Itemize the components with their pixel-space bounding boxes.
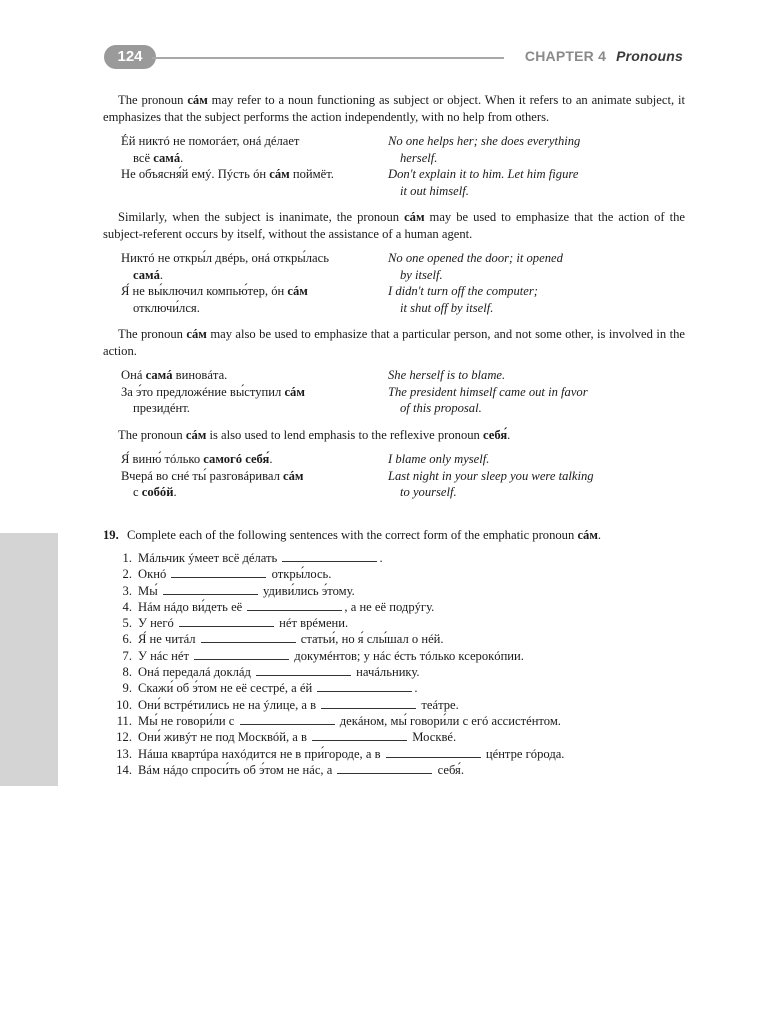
exercise-item: 9. Скажи́ об э́том не её сестрé, а éй .: [122, 681, 418, 696]
exercise-item: 12. Они́ живýт не под Москвóй, а в Москвé.: [116, 730, 457, 745]
page-number-badge: 124: [104, 45, 156, 69]
answer-blank[interactable]: [240, 713, 335, 725]
exercise: [103, 527, 685, 779]
page-content: [103, 92, 685, 778]
example-row: [121, 451, 685, 468]
example-group: [121, 367, 685, 417]
exercise-item: 2. Окнó откры́лось.: [122, 567, 332, 582]
example-group: [121, 451, 685, 501]
exercise-items: [107, 550, 685, 778]
example-row: [121, 166, 685, 199]
exercise-item: 1. Мáльчик ýмеет всё дéлать .: [122, 551, 383, 565]
answer-blank[interactable]: [194, 648, 289, 660]
example-row: [121, 283, 685, 316]
example-russian: Я́ виню́ тóлько самогó себя́.: [121, 452, 273, 466]
example-row: [121, 367, 685, 384]
side-thumb-tab: [0, 533, 58, 786]
exercise-number: 19.: [103, 527, 119, 542]
exercise-item: 11. Мы́ не говори́ли с декáном, мы́ говори́ли с егó ассистéнтом.: [116, 713, 561, 728]
example-russian: Éй никтó не помогáет, онá дéлает всё самá.: [121, 134, 300, 165]
header-rule: [152, 57, 504, 59]
answer-blank[interactable]: [337, 762, 432, 774]
exercise-instruction: Complete each of the following sentences with the correct form of the emphatic pronoun сáм.: [127, 527, 602, 542]
chapter-title: Pronouns: [616, 48, 683, 64]
example-english: Last night in your sleep you were talking to yourself.: [388, 468, 594, 499]
paragraph: The pronoun сáм may also be used to emphasize that a particular person, and not some other, is involved in the action.: [103, 327, 685, 358]
exercise-item: 5. У негó нéт врéмени.: [122, 616, 349, 631]
example-row: [121, 468, 685, 501]
example-row: [121, 384, 685, 417]
exercise-item: 10. Они́ встрéтились не на ýлице, а в теáтре.: [116, 697, 459, 712]
example-english: Don't explain it to him. Let him figure it out himself.: [388, 167, 579, 198]
example-english: I didn't turn off the computer; it shut off by itself.: [388, 284, 538, 315]
answer-blank[interactable]: [163, 583, 258, 595]
example-row: [121, 133, 685, 166]
example-english: She herself is to blame.: [388, 368, 506, 382]
answer-blank[interactable]: [386, 746, 481, 758]
answer-blank[interactable]: [282, 550, 377, 562]
example-group: [121, 133, 685, 199]
example-group: [121, 250, 685, 316]
exercise-item: 4. Нáм нáдо ви́деть её , а не её подрýгу.: [122, 599, 435, 614]
paragraph: The pronoun сáм is also used to lend emphasis to the reflexive pronoun себя́.: [118, 427, 511, 442]
paragraph: The pronoun сáм may refer to a noun functioning as subject or object. When it refers to an animate subject, it emphasizes that the subject performs the action independently, with no help from others.: [103, 93, 686, 124]
example-russian: Онá самá виновáта.: [121, 368, 228, 382]
answer-blank[interactable]: [247, 599, 342, 611]
exercise-item: 3. Мы́ удиви́лись э́тому.: [122, 583, 355, 598]
answer-blank[interactable]: [321, 697, 416, 709]
example-english: No one helps her; she does everything herself.: [388, 134, 581, 165]
paragraph: Similarly, when the subject is inanimate, the pronoun сáм may be used to emphasize that the action of the subject-referent occurs by itself, without the assistance of a human agent.: [103, 210, 686, 241]
example-english: No one opened the door; it opened by itself.: [388, 251, 563, 282]
exercise-heading: [103, 527, 685, 544]
running-head: [525, 48, 683, 64]
answer-blank[interactable]: [312, 729, 407, 741]
chapter-label: CHAPTER 4: [524, 48, 607, 64]
example-english: I blame only myself.: [388, 452, 490, 466]
example-english: The president himself came out in favor of this proposal.: [388, 384, 588, 415]
answer-blank[interactable]: [171, 566, 266, 578]
answer-blank[interactable]: [179, 615, 274, 627]
exercise-item: 6. Я́ не читáл статьи́, но я́ слы́шал о нéй.: [122, 632, 444, 647]
exercise-item: 7. У нáс нéт докумéнтов; у нáс éсть тóлько ксерокóпии.: [122, 648, 524, 663]
example-russian: Никтó не откры́л двéрь, онá откры́лась самá.: [121, 251, 329, 282]
example-russian: Вчерá во снé ты́ разговáривал сáм с собóй.: [121, 468, 304, 499]
exercise-item: 8. Онá передалá доклáд начáльнику.: [122, 665, 420, 680]
answer-blank[interactable]: [256, 664, 351, 676]
example-russian: За э́то предложéние вы́ступил сáм президéнт.: [121, 384, 305, 415]
answer-blank[interactable]: [317, 680, 412, 692]
answer-blank[interactable]: [201, 631, 296, 643]
exercise-item: 13. Нáша квартúра нахóдится не в при́городе, а в цéнтре гóрода.: [116, 746, 565, 761]
example-row: [121, 250, 685, 283]
exercise-item: 14. Вáм нáдо спроси́ть об э́том не нáс, а себя́.: [116, 762, 464, 777]
example-russian: Я́ не вы́ключил компью́тер, óн сáм отключи́лся.: [121, 284, 308, 315]
example-russian: Не объясня́й емý. Пýсть óн сáм поймёт.: [121, 167, 334, 181]
